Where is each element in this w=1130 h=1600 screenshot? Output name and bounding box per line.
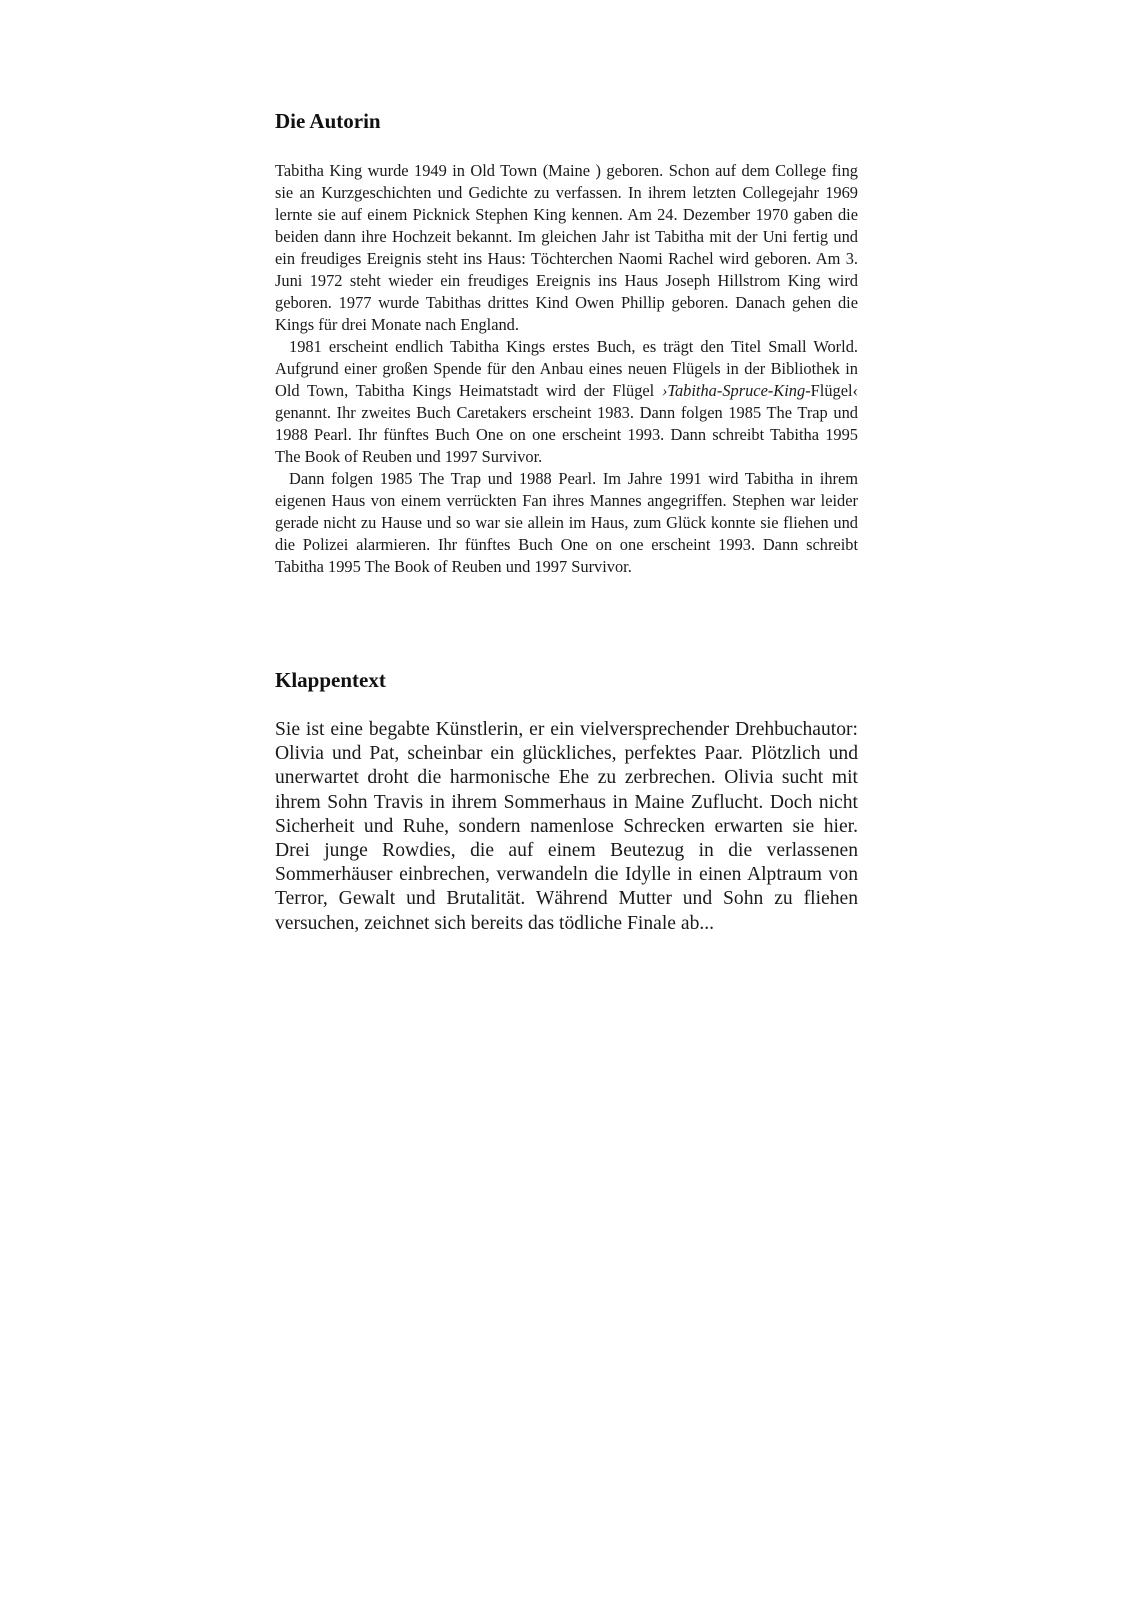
author-body bbox=[275, 160, 858, 578]
author-paragraph-2-end: -Flügel‹ genannt. Ihr zweites Buch Caretakers erscheint 1983. Dann folgen 1985 The Trap und 1988 Pearl. Ihr fünftes Buch One on one erscheint 1993. Dann schreibt Tabitha 1995 The Book of Reuben und 1997 Survivor. bbox=[275, 381, 858, 466]
author-paragraph-1: Tabitha King wurde 1949 in Old Town (Maine ) geboren. Schon auf dem College fing sie an Kurzgeschichten und Gedichte zu verfassen. In ihrem letzten Collegejahr 1969 lernte sie auf einem Picknick Stephen King kennen. Am 24. Dezember 1970 gaben die beiden dann ihre Hochzeit bekannt. Im gleichen Jahr ist Tabitha mit der Uni fertig und ein freudiges Ereignis steht ins Haus: Töchterchen Naomi Rachel wird geboren. Am 3. Juni 1972 steht wieder ein freudiges Ereignis ins Haus Joseph Hillstrom King wird geboren. 1977 wurde Tabithas drittes Kind Owen Phillip geboren. Danach gehen die Kings für drei Monate nach England. bbox=[275, 161, 858, 334]
author-paragraph-2 bbox=[275, 336, 858, 468]
author-heading: Die Autorin bbox=[275, 109, 381, 133]
author-paragraph-3: Dann folgen 1985 The Trap und 1988 Pearl. Im Jahre 1991 wird Tabitha in ihrem eigenen Haus von einem verrückten Fan ihres Mannes angegriffen. Stephen war leider gerade nicht zu Hause und so war sie allein im Haus, zum Glück konnte sie fliehen und die Polizei alarmieren. Ihr fünftes Buch One on one erscheint 1993. Dann schreibt Tabitha 1995 The Book of Reuben und 1997 Survivor. bbox=[275, 469, 858, 576]
blurb-body bbox=[275, 718, 858, 936]
blurb-paragraph: Sie ist eine begabte Künstlerin, er ein vielversprechender Drehbuchautor: Olivia und Pat, scheinbar ein glückliches, perfektes Paar. Plötzlich und unerwartet droht die harmonische Ehe zu zerbrechen. Olivia sucht mit ihrem Sohn Travis in ihrem Sommerhaus in Maine Zuflucht. Doch nicht Sicherheit und Ruhe, sondern namenlose Schrecken erwarten sie hier. Drei junge Rowdies, die auf einem Beutezug in die verlassenen Sommerhäuser einbrechen, verwandeln die Idylle in einen Alptraum von Terror, Gewalt und Brutalität. Während Mutter und Sohn zu fliehen versuchen, zeichnet sich bereits das tödliche Finale ab... bbox=[275, 719, 858, 934]
library-wing-name: ›Tabitha-Spruce-King bbox=[661, 381, 806, 400]
blurb-heading: Klappentext bbox=[275, 668, 386, 692]
author-paragraph-2-start: 1981 erscheint endlich Tabitha Kings erstes Buch, es trägt den Titel Small World. Aufgrund einer großen Spende für den Anbau eines neuen Flügels in der Bibliothek in Old Town, Tabitha Kings Heimatstadt wird der Flügel bbox=[275, 337, 858, 400]
